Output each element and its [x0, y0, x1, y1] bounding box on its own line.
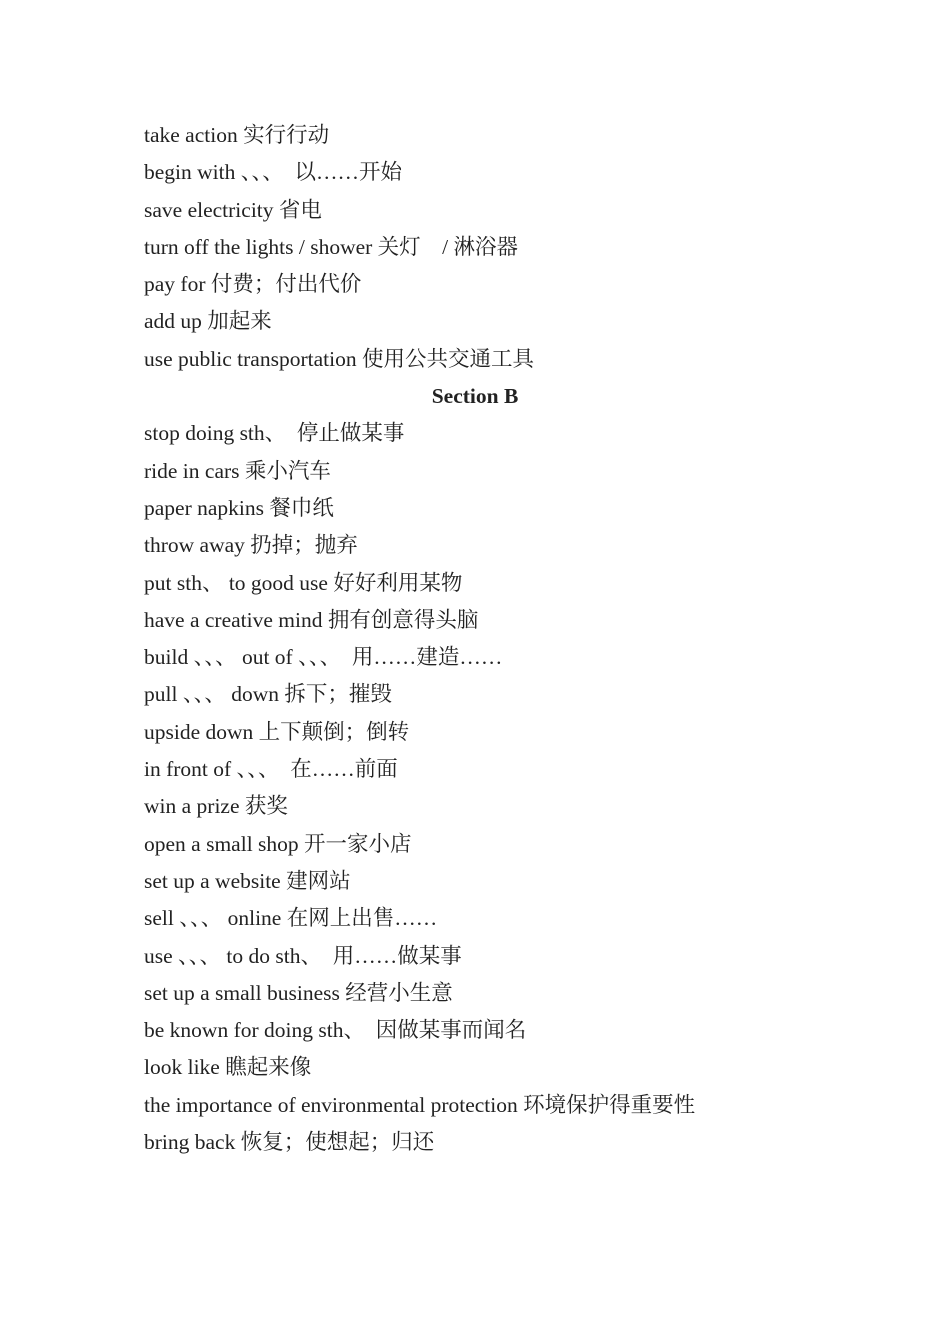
vocab-line-throw-away: throw away 扔掉；抛弃 — [144, 533, 358, 558]
vocab-line-known-for: be known for doing sth、 因做某事而闻名 — [144, 1018, 527, 1043]
vocab-line-pay-for: pay for 付费；付出代价 — [144, 272, 362, 297]
vocab-line-good-use: put sth、 to good use 好好利用某物 — [144, 570, 463, 595]
vocab-line-save-electricity: save electricity 省电 — [144, 197, 322, 222]
vocab-line-environmental-protection: the importance of environmental protection 环境保护得重要性 — [144, 1092, 696, 1117]
vocab-line-pull-down: pull 、、、 down 拆下；摧毁 — [144, 682, 392, 707]
vocab-line-add-up: add up 加起来 — [144, 309, 272, 334]
vocab-line-public-transportation: use public transportation 使用公共交通工具 — [144, 346, 534, 371]
vocab-line-in-front-of: in front of 、、、 在……前面 — [144, 757, 398, 782]
vocab-line-ride-in-cars: ride in cars 乘小汽车 — [144, 458, 331, 483]
vocab-line-small-business: set up a small business 经营小生意 — [144, 980, 453, 1005]
vocab-line-set-up-website: set up a website 建网站 — [144, 868, 351, 893]
vocab-line-sell-online: sell 、、、 online 在网上出售…… — [144, 906, 438, 931]
vocab-line-use-to-do: use 、、、 to do sth、 用……做某事 — [144, 943, 462, 968]
vocab-line-turn-off: turn off the lights / shower 关灯 / 淋浴器 — [144, 234, 519, 259]
vocab-line-open-shop: open a small shop 开一家小店 — [144, 831, 412, 856]
vocab-line-stop-doing: stop doing sth、 停止做某事 — [144, 421, 405, 446]
vocab-line-upside-down: upside down 上下颠倒；倒转 — [144, 719, 410, 744]
section-b-heading: Section B — [431, 384, 519, 409]
vocab-line-build-out-of: build 、、、 out of 、、、 用……建造…… — [144, 645, 503, 670]
vocab-line-bring-back: bring back 恢复；使想起；归还 — [144, 1130, 435, 1155]
vocab-line-begin-with: begin with 、、、 以……开始 — [144, 160, 402, 185]
vocab-line-win-prize: win a prize 获奖 — [144, 794, 288, 819]
vocab-line-look-like: look like 瞧起来像 — [144, 1055, 312, 1080]
vocab-line-creative-mind: have a creative mind 拥有创意得头脑 — [144, 607, 479, 632]
vocab-line-take-action: take action 实行行动 — [144, 123, 330, 147]
vocab-line-paper-napkins: paper napkins 餐巾纸 — [144, 495, 334, 520]
document-page — [144, 117, 806, 1161]
